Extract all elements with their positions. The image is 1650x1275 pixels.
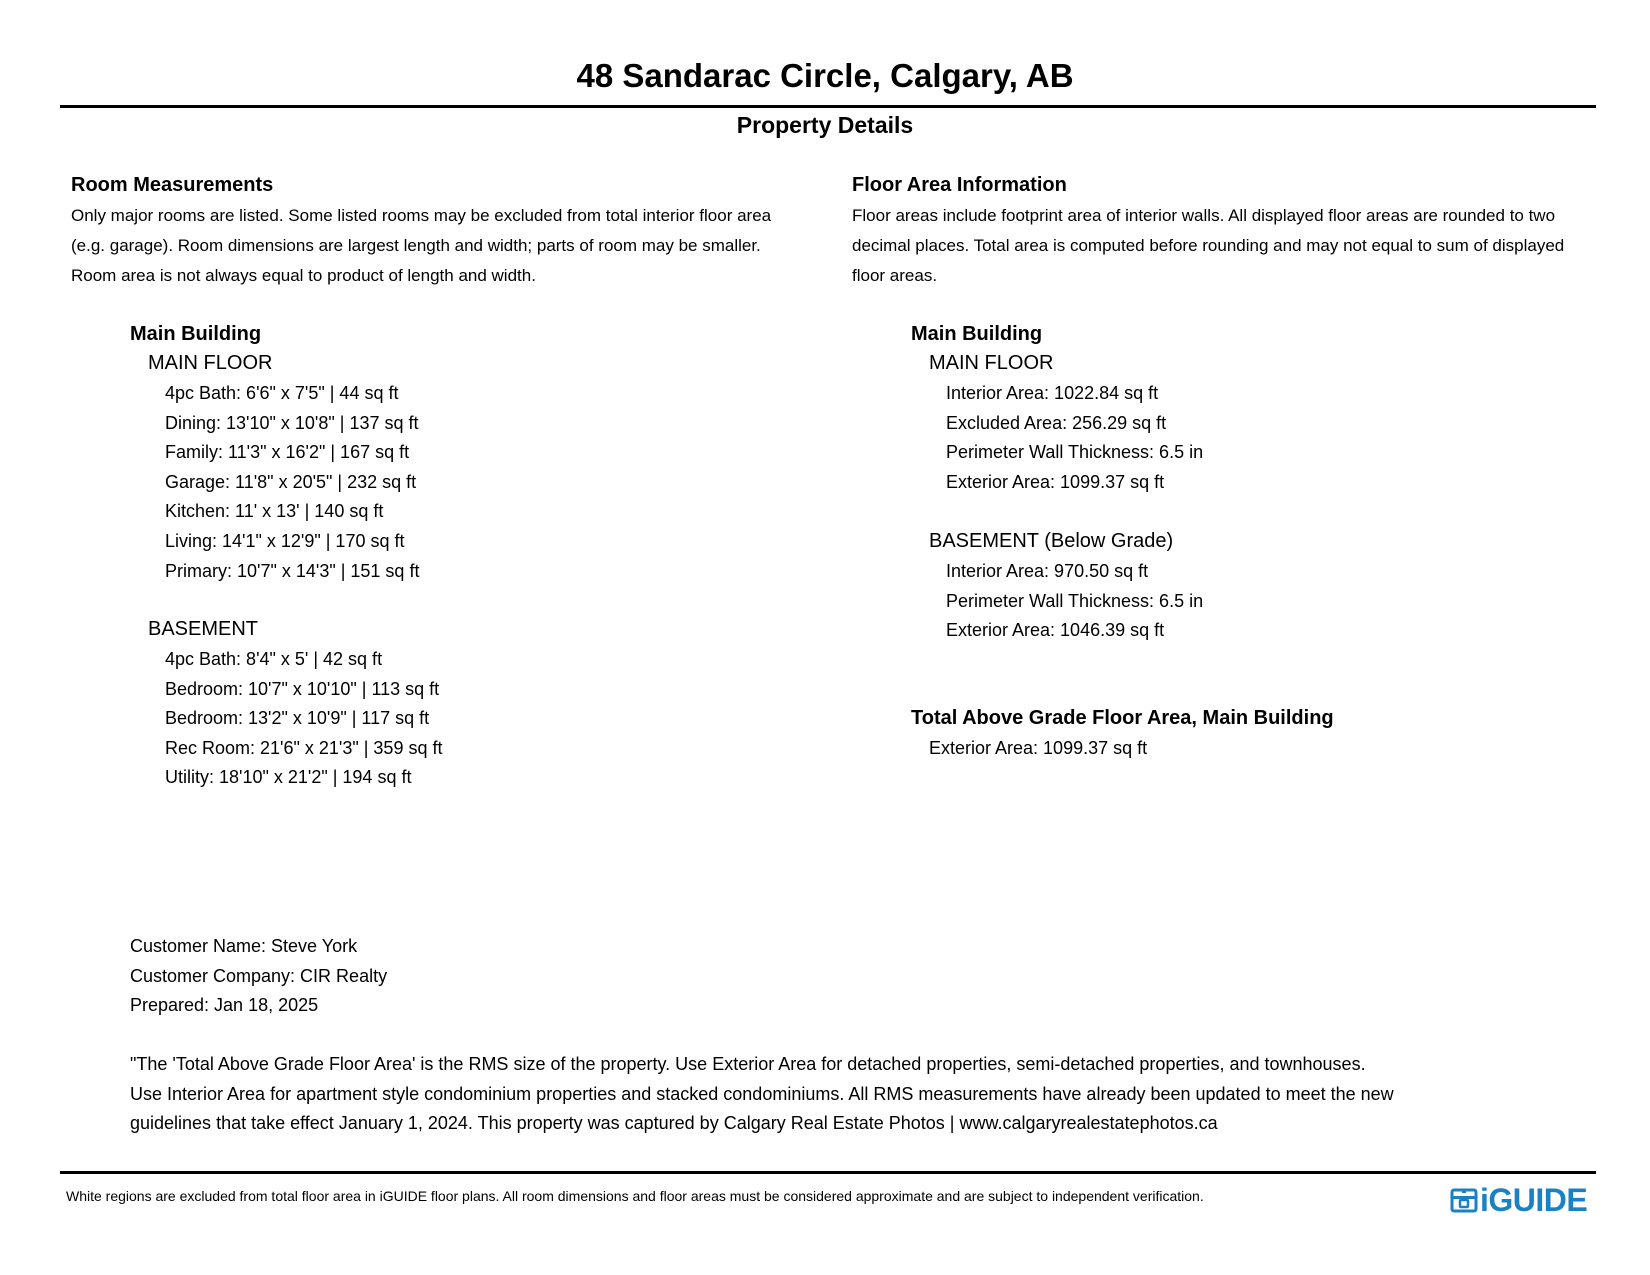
header-divider	[60, 105, 1596, 108]
room-item: Primary: 10'7" x 14'3" | 151 sq ft	[165, 560, 420, 581]
customer-name: Customer Name: Steve York	[130, 936, 358, 956]
room-item: 4pc Bath: 6'6" x 7'5" | 44 sq ft	[165, 383, 399, 403]
description-line: Floor areas include footprint area of interior walls. All displayed floor areas are rounded to two	[852, 206, 1556, 225]
basement-area-list	[946, 557, 1203, 646]
prepared-date: Prepared: Jan 18, 2025	[130, 995, 319, 1016]
iguide-camera-icon	[1450, 1186, 1478, 1214]
page-title: 48 Sandarac Circle, Calgary, AB	[576, 57, 1074, 94]
area-item: Exterior Area: 1099.37 sq ft	[946, 471, 1165, 492]
room-basement-label: BASEMENT	[148, 618, 259, 640]
rms-note	[130, 1050, 1550, 1139]
customer-info	[130, 932, 387, 1021]
main-floor-room-list	[165, 379, 419, 586]
note-line: "The 'Total Above Grade Floor Area' is the RMS size of the property. Use Exterior Area for detached properties, semi-detached properties, and townhouses.	[130, 1054, 1366, 1074]
room-building-heading: Main Building	[130, 323, 262, 345]
floor-main-floor-label: MAIN FLOOR	[929, 352, 1054, 374]
area-item: Excluded Area: 256.29 sq ft	[946, 412, 1167, 433]
description-line: Only major rooms are listed. Some listed rooms may be excluded from total interior floor area	[71, 206, 772, 225]
area-item: Interior Area: 1022.84 sq ft	[946, 383, 1159, 403]
description-line: Room area is not always equal to product of length and width.	[71, 266, 536, 285]
room-item: Kitchen: 11' x 13' | 140 sq ft	[165, 501, 384, 522]
main-floor-area-list	[946, 379, 1203, 497]
iguide-logo	[1450, 1182, 1587, 1218]
description-line: (e.g. garage). Room dimensions are largest length and width; parts of room may be smaller.	[71, 236, 761, 255]
room-item: Garage: 11'8" x 20'5" | 232 sq ft	[165, 471, 417, 492]
note-line: Use Interior Area for apartment style condominium properties and stacked condominiums. All RMS measurements have already been updated to meet the new	[130, 1083, 1394, 1104]
room-item: Family: 11'3" x 16'2" | 167 sq ft	[165, 442, 410, 463]
room-main-floor-label: MAIN FLOOR	[148, 352, 273, 374]
floor-building-heading: Main Building	[911, 323, 1043, 345]
room-item: Dining: 13'10" x 10'8" | 137 sq ft	[165, 412, 419, 433]
room-item: Bedroom: 13'2" x 10'9" | 117 sq ft	[165, 708, 430, 729]
room-item: Living: 14'1" x 12'9" | 170 sq ft	[165, 530, 405, 551]
iguide-logo-text: iGUIDE	[1480, 1182, 1588, 1218]
description-line: floor areas.	[852, 266, 938, 285]
total-area-value: Exterior Area: 1099.37 sq ft	[929, 738, 1148, 758]
footer-disclaimer: White regions are excluded from total floor area in iGUIDE floor plans. All room dimensions and floor areas must be considered approximate and are subject to independent verification.	[66, 1188, 1204, 1204]
floor-area-heading: Floor Area Information	[852, 174, 1067, 196]
room-measurements-heading: Room Measurements	[71, 174, 274, 196]
floor-area-description	[852, 201, 1632, 291]
footer-divider	[60, 1171, 1596, 1174]
room-measurements-description	[71, 201, 841, 291]
page-subtitle: Property Details	[736, 112, 914, 138]
area-item: Exterior Area: 1046.39 sq ft	[946, 620, 1165, 641]
floor-basement-label: BASEMENT (Below Grade)	[929, 530, 1174, 552]
area-item: Interior Area: 970.50 sq ft	[946, 561, 1149, 581]
room-item: 4pc Bath: 8'4" x 5' | 42 sq ft	[165, 649, 383, 669]
area-item: Perimeter Wall Thickness: 6.5 in	[946, 590, 1204, 611]
room-item: Bedroom: 10'7" x 10'10" | 113 sq ft	[165, 678, 440, 699]
customer-company: Customer Company: CIR Realty	[130, 965, 388, 986]
note-line: guidelines that take effect January 1, 2024. This property was captured by Calgary Real Estate Photos | www.calgaryrealestatephotos.ca	[130, 1113, 1218, 1134]
room-item: Utility: 18'10" x 21'2" | 194 sq ft	[165, 767, 412, 788]
room-item: Rec Room: 21'6" x 21'3" | 359 sq ft	[165, 737, 443, 758]
basement-room-list	[165, 645, 442, 793]
area-item: Perimeter Wall Thickness: 6.5 in	[946, 442, 1204, 463]
total-area-heading: Total Above Grade Floor Area, Main Building	[911, 707, 1334, 729]
description-line: decimal places. Total area is computed before rounding and may not equal to sum of displayed	[852, 236, 1565, 255]
